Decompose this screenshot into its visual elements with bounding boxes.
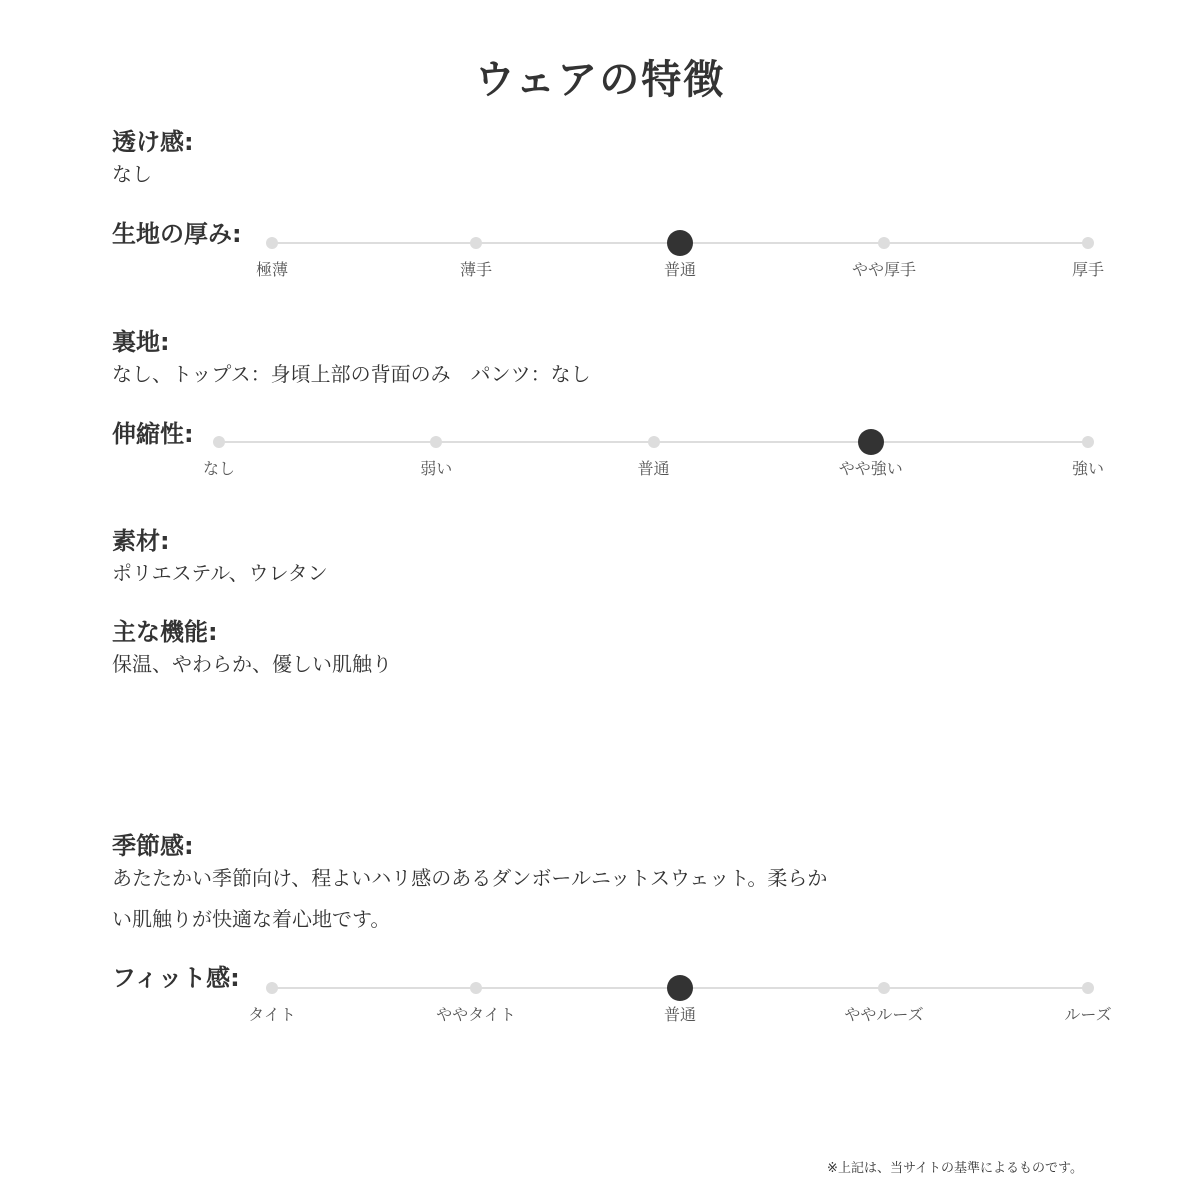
fit-tick-label: ややルーズ (844, 1005, 924, 1024)
thickness-tick-label: 薄手 (459, 260, 493, 279)
sheerness-value: なし (112, 162, 152, 186)
lining-value: なし、トップス：身頃上部の背面のみ パンツ：なし (112, 362, 591, 386)
stretch-scale-dot (1082, 436, 1094, 448)
season-line-1: あたたかい季節向け、程よいハリ感のあるダンボールニットスウェット。柔らか (112, 866, 828, 890)
lining-label: 裏地: (112, 328, 170, 356)
thickness-tick-label: 厚手 (1071, 260, 1105, 279)
fit-scale-dot (266, 982, 278, 994)
thickness-tick-label: やや厚手 (851, 260, 917, 279)
fit-scale-dot (1082, 982, 1094, 994)
season-label: 季節感: (112, 832, 194, 860)
fit-scale-dot (878, 982, 890, 994)
stretch-tick-label: 強い (1071, 459, 1105, 478)
stretch-tick-label: 弱い (420, 459, 453, 478)
fit-selected-marker (667, 975, 693, 1001)
stretch-selected-marker (858, 429, 884, 455)
thickness-scale-dot (266, 237, 278, 249)
fit-tick-label: ルーズ (1064, 1005, 1112, 1024)
thickness-scale-dot (878, 237, 890, 249)
season-line-2: い肌触りが快適な着心地です。 (112, 907, 391, 931)
sheerness-label: 透け感: (112, 128, 194, 156)
footnote: ※上記は、当サイトの基準によるものです。 (827, 1161, 1083, 1176)
material-value: ポリエステル、ウレタン (112, 561, 328, 585)
functions-label: 主な機能: (112, 618, 218, 646)
page-title: ウェアの特徴 (474, 57, 726, 103)
thickness-scale (255, 235, 1105, 285)
stretch-scale-dot (430, 436, 442, 448)
stretch-tick-label: やや強い (838, 459, 903, 478)
fit-scale (248, 980, 1112, 1030)
stretch-scale (202, 434, 1105, 484)
thickness-tick-label: 極薄 (255, 260, 289, 279)
stretch-label: 伸縮性: (112, 420, 194, 448)
thickness-selected-marker (667, 230, 693, 256)
fit-tick-label: 普通 (663, 1005, 697, 1024)
fit-tick-label: ややタイト (436, 1005, 516, 1024)
stretch-scale-dot (213, 436, 225, 448)
stretch-scale-dot (648, 436, 660, 448)
material-label: 素材: (112, 527, 170, 555)
fit-label: フィット感: (112, 964, 240, 992)
thickness-tick-label: 普通 (663, 260, 697, 279)
stretch-tick-label: 普通 (637, 459, 670, 478)
fit-scale-dot (470, 982, 482, 994)
functions-value: 保温、やわらか、優しい肌触り (112, 652, 392, 676)
thickness-scale-dot (470, 237, 482, 249)
stretch-tick-label: なし (202, 459, 236, 478)
thickness-label: 生地の厚み: (112, 220, 242, 248)
thickness-scale-dot (1082, 237, 1094, 249)
fit-tick-label: タイト (248, 1005, 296, 1024)
